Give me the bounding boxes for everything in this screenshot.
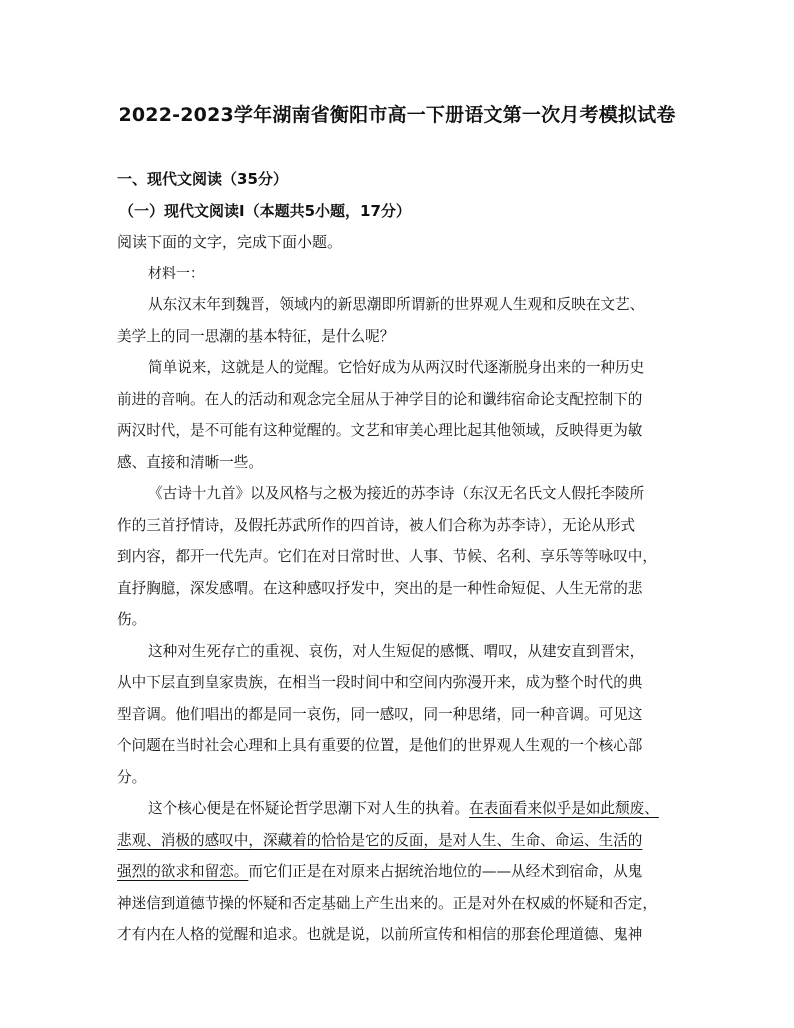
- passage-text: 这种对生死存亡的重视、哀伤，对人生短促的感慨、喟叹，从建安直到晋宋，: [148, 643, 645, 660]
- passage-text: 作的三首抒情诗，及假托苏武所作的四首诗，被人们合称为苏李诗），无论从形式: [117, 517, 636, 534]
- passage-line: [117, 390, 642, 410]
- passage-line: [148, 642, 644, 662]
- passage-line: [117, 421, 642, 441]
- passage-line: [117, 894, 657, 914]
- passage-text: 简单说来，这就是人的觉醒。它恰好成为从两汉时代逐渐脱身出来的一种历史: [148, 359, 645, 376]
- passage-text: 从中下层直到皇家贵族，在相当一段时间中和空间内弥漫开来，成为整个时代的典: [117, 674, 643, 691]
- passage-text: 直抒胸臆，深发感喟。在这种感叹抒发中，突出的是一种性命短促、人生无常的悲: [117, 580, 643, 597]
- reading-instruction: 阅读下面的文字，完成下面小题。: [117, 233, 343, 251]
- passage-text: 感、直接和清晰一些。: [117, 454, 263, 471]
- underlined-text: 悲观、消极的感叹中，深藏着的恰恰是它的反面，是对人生、生命、命运、生活的: [117, 832, 643, 849]
- passage-line: [117, 547, 657, 567]
- passage-line: [148, 799, 659, 819]
- passage-line: [148, 484, 644, 504]
- passage-text: 前进的音响。在人的活动和观念完全屈从于神学目的论和谶纬宿命论支配控制下的: [117, 391, 643, 408]
- passage-line: [148, 295, 644, 315]
- passage-line: [117, 673, 642, 693]
- passage-line: [117, 768, 146, 788]
- passage-line: [117, 925, 642, 945]
- document-title: 2022-2023学年湖南省衡阳市高一下册语文第一次月考模拟试卷: [118, 104, 676, 126]
- passage-line: [117, 705, 642, 725]
- passage-text: 个问题在当时社会心理和上具有重要的位置，是他们的世界观人生观的一个核心部: [117, 737, 643, 754]
- passage-line: [117, 327, 394, 347]
- passage-text: 到内容，都开一代先声。它们在对日常时世、人事、节候、名利、享乐等等咏叹中，: [117, 548, 657, 565]
- passage-line: [117, 516, 635, 536]
- section-heading: 一、现代文阅读（35分）: [117, 170, 288, 188]
- passage-line: [117, 862, 642, 882]
- passage-text: 两汉时代，是不可能有这种觉醒的。文艺和审美心理比起其他领域，反映得更为敏: [117, 422, 643, 439]
- underlined-text: 在表面看来似乎是如此颓废、: [469, 800, 659, 817]
- passage-text: 而它们正是在对原来占据统治地位的——从经术到宿命，从鬼: [248, 863, 643, 880]
- passage-text: 《古诗十九首》以及风格与之极为接近的苏李诗（东汉无名氏文人假托李陵所: [148, 485, 645, 502]
- passage-line: [117, 579, 642, 599]
- subsection-heading: （一）现代文阅读Ⅰ（本题共5小题，17分）: [119, 202, 411, 220]
- passage-line: [117, 453, 263, 473]
- underlined-text: 强烈的欲求和留恋。: [117, 863, 249, 880]
- passage-text: 美学上的同一思潮的基本特征，是什么呢？: [117, 328, 395, 345]
- passage-line: [117, 831, 642, 851]
- passage-text: 从东汉末年到魏晋，领域内的新思潮即所谓新的世界观人生观和反映在文艺、: [148, 296, 645, 313]
- passage-line: [148, 358, 644, 378]
- passage-line: [117, 736, 642, 756]
- passage-text: 才有内在人格的觉醒和追求。也就是说，以前所宣传和相信的那套伦理道德、鬼神: [117, 926, 643, 943]
- passage-text: 神迷信到道德节操的怀疑和否定基础上产生出来的。正是对外在权威的怀疑和否定，: [117, 895, 657, 912]
- passage-text: 这个核心便是在怀疑论哲学思潮下对人生的执着。: [148, 800, 470, 817]
- passage-text: 伤。: [117, 611, 147, 628]
- passage-text: 分。: [117, 769, 147, 786]
- passage-line: [117, 610, 146, 630]
- passage-text: 型音调。他们唱出的都是同一哀伤，同一感叹，同一种思绪，同一种音调。可见这: [117, 706, 643, 723]
- material-label: 材料一：: [148, 266, 204, 282]
